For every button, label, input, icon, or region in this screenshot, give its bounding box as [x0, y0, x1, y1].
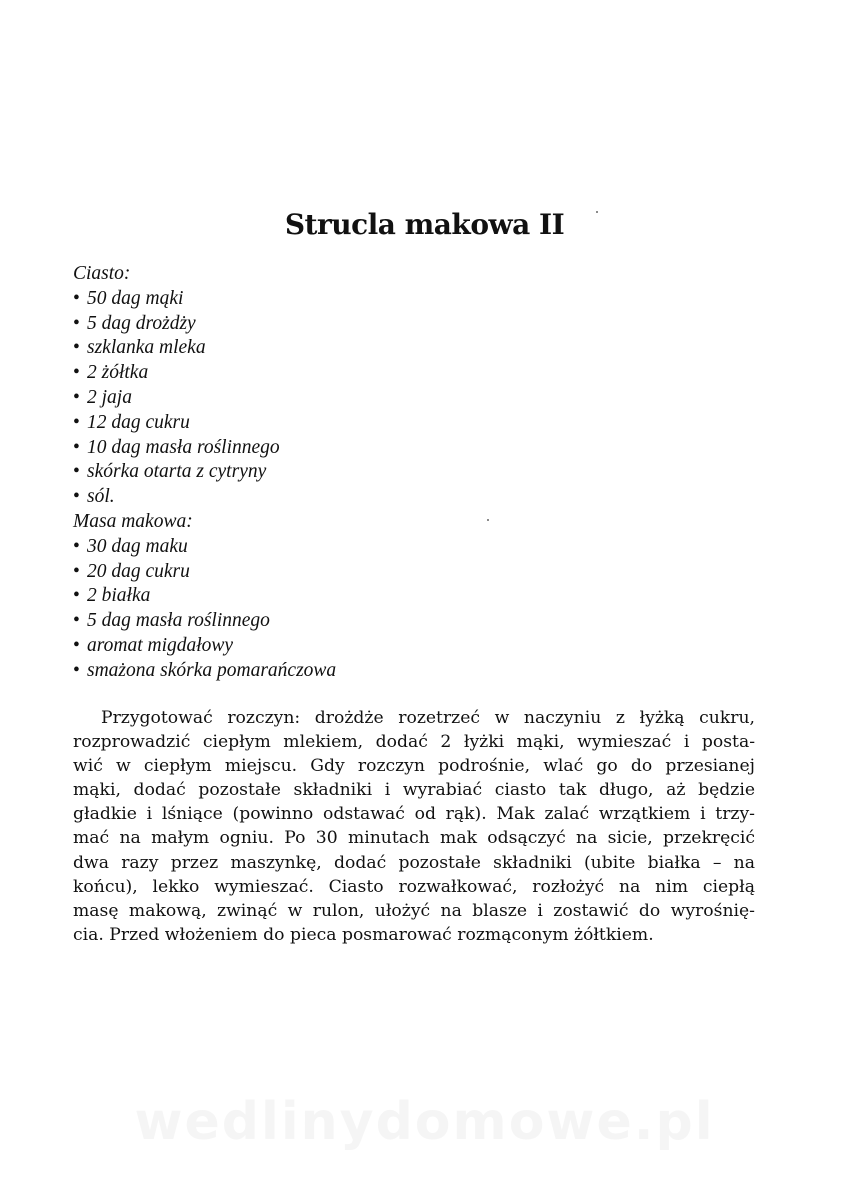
ingredient-text: aromat migdałowy	[87, 634, 234, 656]
ingredient-text: smażona skórka pomarańczowa	[87, 659, 337, 681]
bullet-icon: •	[73, 634, 80, 656]
bullet-icon: •	[73, 585, 80, 607]
watermark: wedlinydomowe.pl	[134, 1092, 715, 1152]
ingredient-text: sól.	[87, 486, 115, 508]
paragraph-line: masę makową, zwinąć w rulon, ułożyć na blasze i zostawić do wyrośnię-	[73, 900, 755, 921]
scan-speck	[487, 519, 489, 521]
ingredient-text: 2 jaja	[87, 386, 132, 408]
list-item	[73, 634, 336, 659]
bullet-icon: •	[73, 486, 80, 508]
list-item	[73, 287, 336, 312]
ingredients-list	[73, 262, 336, 684]
paragraph-line: wić w ciepłym miejscu. Gdy rozczyn podrośnie, wlać go do przesianej	[73, 756, 755, 777]
list-item	[73, 312, 336, 337]
ingredient-text: 2 żółtka	[87, 362, 149, 384]
bullet-icon: •	[73, 560, 80, 582]
list-item	[73, 386, 336, 411]
poppy-mass-section-label: Masa makowa:	[73, 510, 193, 532]
bullet-icon: •	[73, 337, 80, 359]
ingredient-text: 5 dag drożdży	[87, 312, 196, 334]
bullet-icon: •	[73, 312, 80, 334]
list-item	[73, 659, 336, 684]
paragraph-line: rozprowadzić ciepłym mlekiem, dodać 2 łyżki mąki, wymieszać i posta-	[73, 732, 755, 753]
bullet-icon: •	[73, 610, 80, 632]
ingredient-text: 20 dag cukru	[87, 560, 190, 582]
list-item	[73, 361, 336, 386]
scan-speck	[596, 211, 598, 213]
list-item	[73, 460, 336, 485]
ingredient-text: 10 dag masła roślinnego	[87, 436, 280, 458]
ingredient-text: 12 dag cukru	[87, 411, 190, 433]
bullet-icon: •	[73, 436, 80, 458]
list-item	[73, 485, 336, 510]
paragraph-line: końcu), lekko wymieszać. Ciasto rozwałkować, rozłożyć na nim ciepłą	[73, 876, 755, 897]
paragraph-line: mać na małym ogniu. Po 30 minutach mak odsączyć na sicie, przekręcić	[73, 828, 755, 849]
ingredient-text: 5 dag masła roślinnego	[87, 610, 270, 632]
bullet-icon: •	[73, 461, 80, 483]
bullet-icon: •	[73, 411, 80, 433]
bullet-icon: •	[73, 386, 80, 408]
paragraph-line: cia. Przed włożeniem do pieca posmarować rozmąconym żółtkiem.	[73, 924, 654, 945]
paragraph-line: Przygotować rozczyn: drożdże rozetrzeć w naczyniu z łyżką cukru,	[101, 708, 755, 728]
list-item	[73, 560, 336, 585]
list-item	[73, 336, 336, 361]
ingredient-text: skórka otarta z cytryny	[87, 461, 267, 483]
paragraph-line: dwa razy przez maszynkę, dodać pozostałe składniki (ubite białka – na	[73, 852, 755, 873]
bullet-icon: •	[73, 659, 80, 681]
list-item	[73, 584, 336, 609]
instructions-paragraph	[73, 706, 755, 947]
bullet-icon: •	[73, 535, 80, 557]
list-item	[73, 436, 336, 461]
list-item	[73, 535, 336, 560]
bullet-icon: •	[73, 287, 80, 309]
paragraph-line: mąki, dodać pozostałe składniki i wyrabiać ciasto tak długo, aż będzie	[73, 780, 755, 801]
ingredient-text: 50 dag mąki	[87, 287, 184, 309]
paragraph-line: gładkie i lśniące (powinno odstawać od rąk). Mak zalać wrzątkiem i trzy-	[73, 804, 755, 825]
list-item	[73, 609, 336, 634]
ingredient-text: 30 dag maku	[87, 535, 188, 557]
ingredient-text: 2 białka	[87, 585, 151, 607]
ingredient-text: szklanka mleka	[87, 337, 206, 359]
bullet-icon: •	[73, 362, 80, 384]
list-item	[73, 411, 336, 436]
recipe-title: Strucla makowa II	[284, 208, 565, 241]
dough-section-label: Ciasto:	[73, 263, 131, 284]
